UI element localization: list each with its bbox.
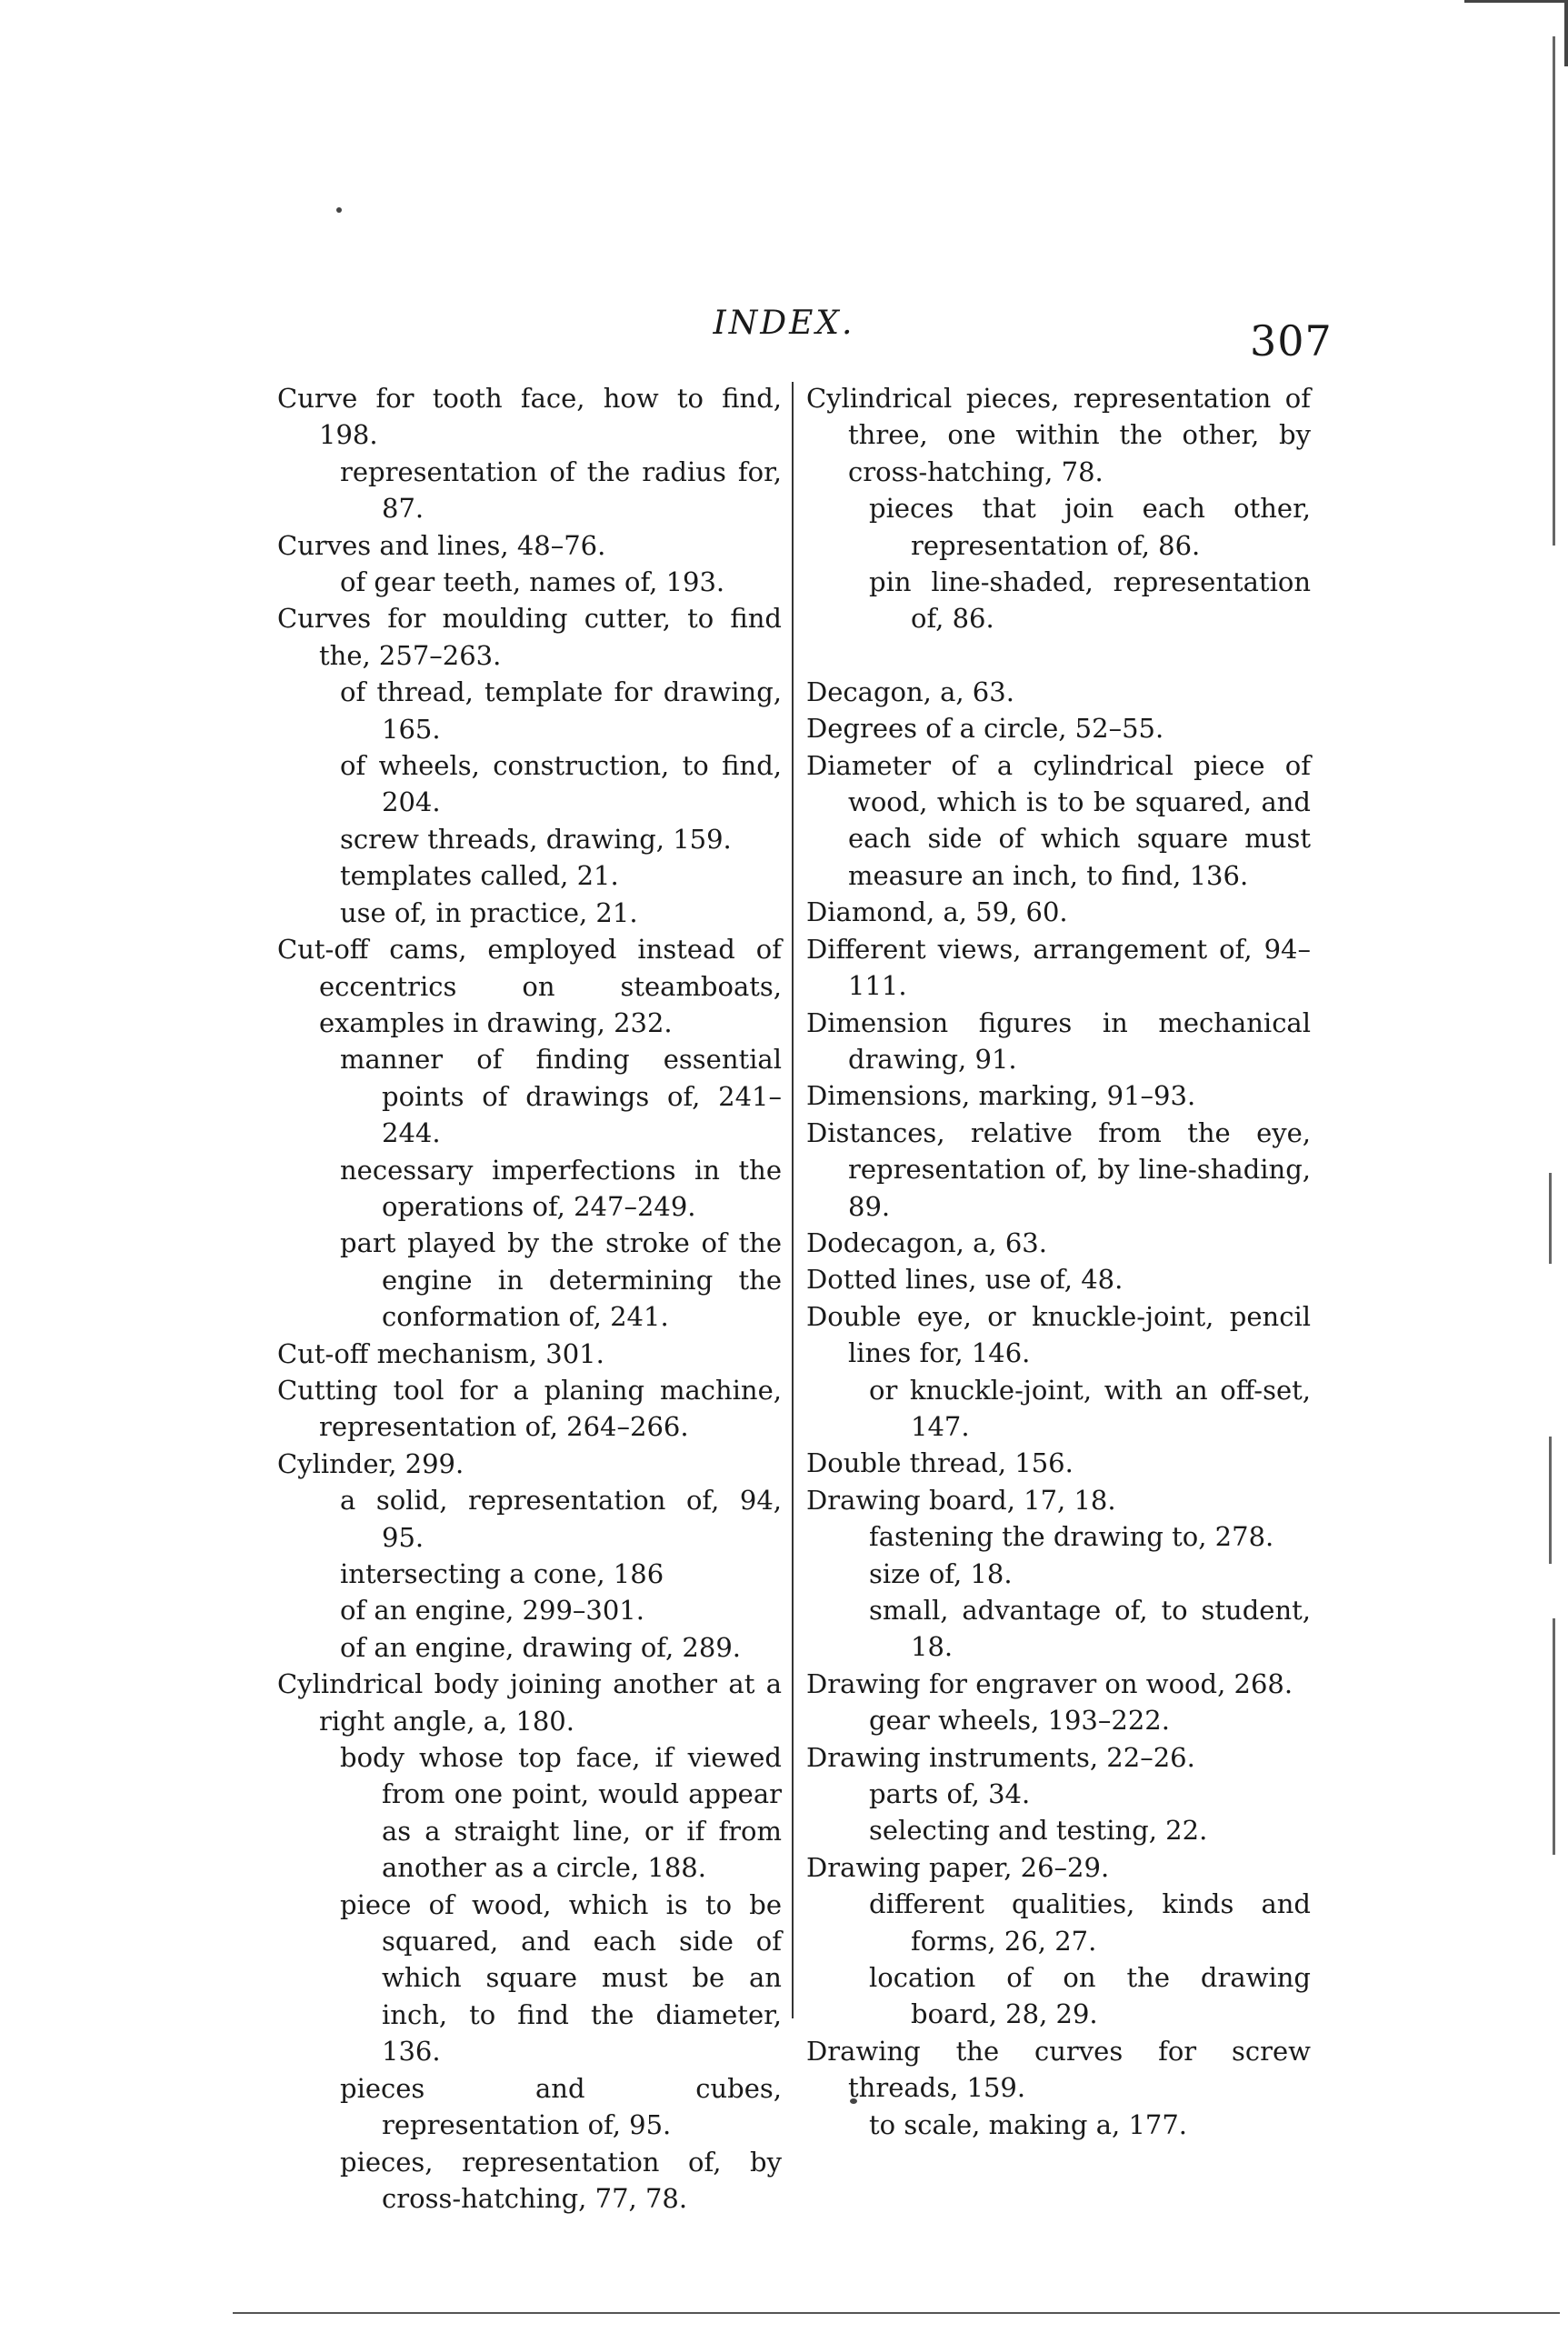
index-subentry: intersecting a cone, 186 <box>340 1558 664 1589</box>
index-subentry: use of, in practice, 21. <box>340 896 638 928</box>
index-entry: Cutting tool for a planing machine, representation of, 264–266. <box>277 1374 782 1443</box>
index-entry: Drawing for engraver on wood, 268. <box>806 1667 1293 1699</box>
index-entry: Cylinder, 299. <box>277 1447 464 1479</box>
index-subentry: of wheels, construction, to find, 204. <box>340 750 782 818</box>
index-subentry: gear wheels, 193–222. <box>869 1705 1170 1737</box>
index-subentry: of an engine, 299–301. <box>340 1595 644 1627</box>
index-column-right <box>806 380 1311 2143</box>
index-entry: Cut-off mechanism, 301. <box>277 1337 604 1369</box>
margin-rule-middle <box>1549 1173 1552 1264</box>
index-entry: Double eye, or knuckle-joint, pencil lines for, 146. <box>806 1300 1311 1369</box>
index-subentry: pieces and cubes, representation of, 95. <box>340 2072 782 2141</box>
index-subentry: parts of, 34. <box>869 1778 1031 1810</box>
ink-speck <box>336 207 342 213</box>
index-entry: Dotted lines, use of, 48. <box>806 1264 1124 1296</box>
page-title: INDEX. <box>713 305 855 342</box>
index-entry: Drawing board, 17, 18. <box>806 1484 1116 1516</box>
index-entry: Diameter of a cylindrical piece of wood, which is to be squared, and each side of which square must measure an inch, to find, 136. <box>806 749 1311 891</box>
index-entry: Drawing the curves for screw threads, 159. <box>806 2035 1311 2104</box>
index-entry: Curves and lines, 48–76. <box>277 529 606 561</box>
index-subentry: fastening the drawing to, 278. <box>869 1521 1274 1553</box>
index-entry: Degrees of a circle, 52–55. <box>806 713 1164 745</box>
index-subentry: screw threads, drawing, 159. <box>340 823 732 855</box>
margin-rule-lower <box>1549 1437 1552 1564</box>
index-subentry: location of on the drawing board, 28, 29. <box>869 1962 1311 2030</box>
index-entry: Cut-off cams, employed instead of eccentrics on steamboats, examples in drawing, 232. <box>277 934 782 1038</box>
column-divider <box>792 382 794 2018</box>
index-column-left <box>277 380 782 2217</box>
index-subentry: of thread, template for drawing, 165. <box>340 676 782 745</box>
index-subentry: to scale, making a, 177. <box>869 2108 1188 2140</box>
index-subentry: of an engine, drawing of, 289. <box>340 1631 741 1663</box>
index-entry: Curve for tooth face, how to find, 198. <box>277 383 782 451</box>
index-subentry: body whose top face, if viewed from one point, would appear as a straight line, or if from another as a circle, 188. <box>340 1742 782 1884</box>
index-subentry: pieces that join each other, representation of, 86. <box>869 493 1311 561</box>
page-number: 307 <box>1250 316 1333 365</box>
bottom-rule <box>233 2312 1560 2314</box>
index-subentry: small, advantage of, to student, 18. <box>869 1595 1311 1663</box>
margin-rule-top <box>1553 36 1555 546</box>
index-subentry: pin line-shaded, representation of, 86. <box>869 566 1311 635</box>
index-entry: Curves for moulding cutter, to find the, 257–263. <box>277 603 782 671</box>
index-subentry: different qualities, kinds and forms, 26, 27. <box>869 1888 1311 1957</box>
index-entry: Dimensions, marking, 91–93. <box>806 1080 1196 1112</box>
index-subentry: part played by the stroke of the engine in determining the conformation of, 241. <box>340 1227 782 1333</box>
index-subentry: necessary imperfections in the operations of, 247–249. <box>340 1154 782 1222</box>
index-subentry: a solid, representation of, 94, 95. <box>340 1485 782 1553</box>
index-entry: Cylindrical body joining another at a right angle, a, 180. <box>277 1668 782 1737</box>
index-entry: Drawing paper, 26–29. <box>806 1851 1110 1883</box>
index-entry: Diamond, a, 59, 60. <box>806 896 1068 928</box>
index-entry: Distances, relative from the eye, representation of, by line-shading, 89. <box>806 1116 1311 1222</box>
index-subentry: or knuckle-joint, with an off-set, 147. <box>869 1374 1311 1442</box>
index-subentry: pieces, representation of, by cross-hatching, 77, 78. <box>340 2146 782 2214</box>
index-entry: Dodecagon, a, 63. <box>806 1227 1047 1258</box>
margin-rule-bottom <box>1553 1618 1555 1855</box>
index-entry: Double thread, 156. <box>806 1447 1074 1479</box>
index-subentry: templates called, 21. <box>340 860 619 892</box>
index-subentry: manner of finding essential points of drawings of, 241–244. <box>340 1044 782 1149</box>
index-subentry: representation of the radius for, 87. <box>340 456 782 525</box>
index-entry: Decagon, a, 63. <box>806 676 1014 707</box>
index-subentry: selecting and testing, 22. <box>869 1815 1208 1847</box>
index-entry: Dimension figures in mechanical drawing, 91. <box>806 1006 1311 1075</box>
index-subentry: of gear teeth, names of, 193. <box>340 566 725 598</box>
index-subentry: size of, 18. <box>869 1557 1013 1589</box>
index-entry: Different views, arrangement of, 94–111. <box>806 933 1311 1002</box>
index-entry: Drawing instruments, 22–26. <box>806 1741 1195 1773</box>
index-entry: Cylindrical pieces, representation of three, one within the other, by cross-hatching, 78. <box>806 383 1311 487</box>
index-subentry: piece of wood, which is to be squared, and each side of which square must be an inch, to find the diameter, 136. <box>340 1888 782 2068</box>
